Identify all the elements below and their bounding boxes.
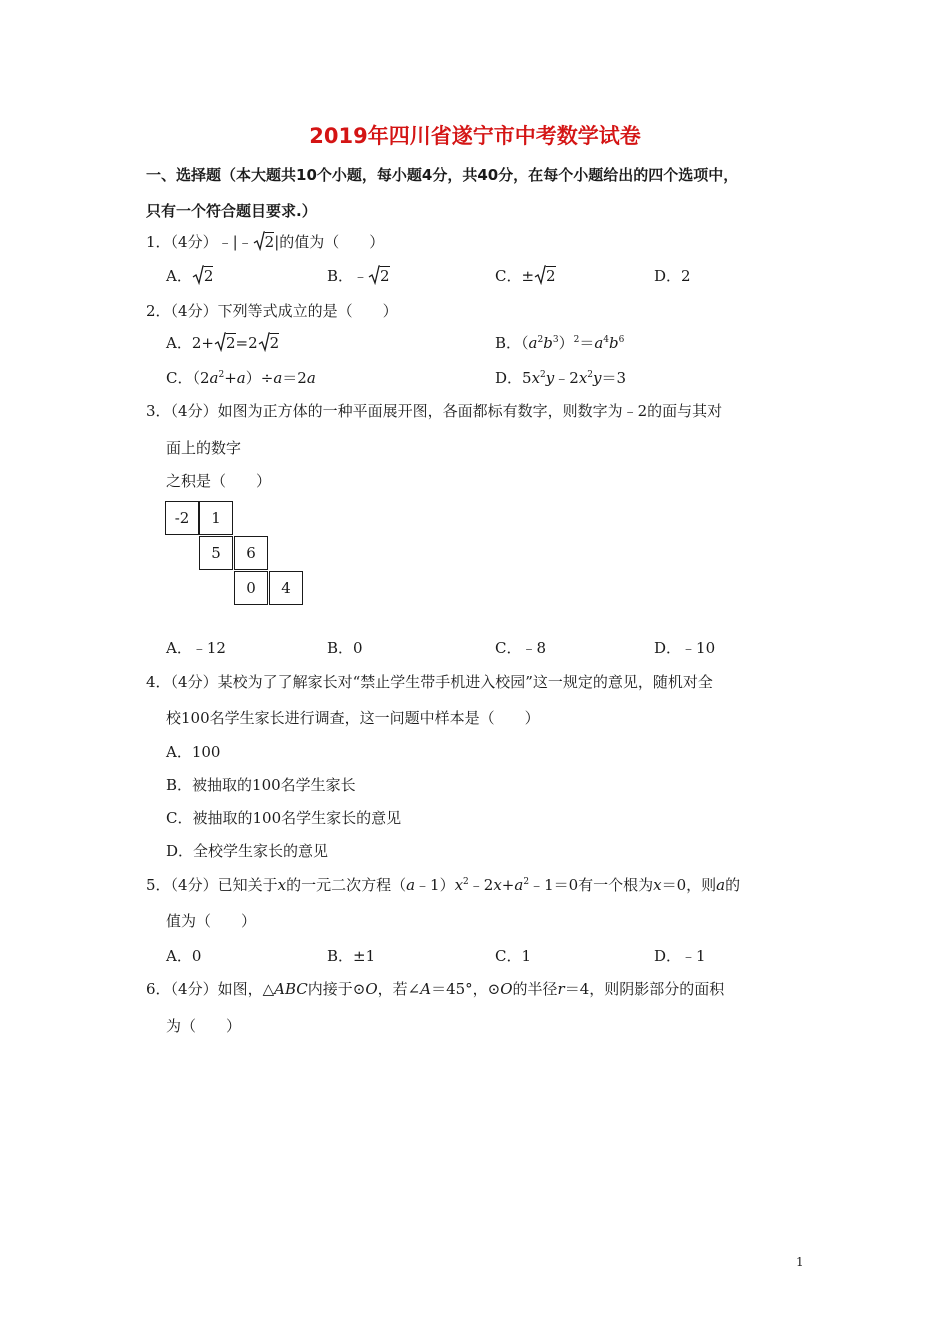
net-cell: 1 xyxy=(199,501,233,535)
net-cell: -2 xyxy=(165,501,199,535)
question-2-stem: 2．（4分）下列等式成立的是（ ） xyxy=(146,302,398,320)
sqrt-symbol: 2 xyxy=(368,265,390,285)
document-title: 2019年四川省遂宁市中考数学试卷 xyxy=(309,124,641,148)
net-cell: 6 xyxy=(234,536,268,570)
question-3-stem-line2: 面上的数字 xyxy=(166,439,242,457)
question-2-option-b: B．$(a^2b^3)^2=a^4b^6$ xyxy=(495,334,625,352)
question-2-option-c: C．$(2a^2+a)\div a=2a$ xyxy=(166,369,316,387)
sqrt-symbol: 2 xyxy=(258,332,280,352)
question-2-option-a: A．2+ 2=2 2 xyxy=(166,334,280,352)
net-cell: 5 xyxy=(199,536,233,570)
question-3-option-b: B．0 xyxy=(327,639,363,657)
section-heading-line2: 只有一个符合题目要求.） xyxy=(146,202,317,220)
question-2-option-d: D．$5x^2y﹣2x^2y=3$ xyxy=(495,369,627,387)
question-1-option-a: A． 2 xyxy=(166,267,214,285)
question-3-option-d: D．﹣10 xyxy=(654,639,716,657)
question-5-stem-line2: 值为（ ） xyxy=(166,912,257,930)
sqrt-symbol: 2 xyxy=(534,265,556,285)
question-4-option-b: B．被抽取的100名学生家长 xyxy=(166,776,356,794)
question-1-option-c: C．± 2 xyxy=(495,267,556,285)
cube-net-figure xyxy=(165,501,305,607)
net-cell: 0 xyxy=(234,571,268,605)
page-number: 1 xyxy=(796,1255,804,1269)
question-4-option-c: C．被抽取的100名学生家长的意见 xyxy=(166,809,402,827)
question-5-option-c: C．1 xyxy=(495,947,532,965)
question-5-option-a: A．0 xyxy=(166,947,202,965)
question-4-option-a: A．100 xyxy=(166,743,221,761)
question-5-stem-line1: 5．（4分）已知关于x的一元二次方程$(a﹣1)x^2﹣2x+a^2﹣1=0$有一个根为x＝0，则a的 xyxy=(146,876,741,894)
question-6-stem-line1: 6．（4分）如图，△ABC内接于⊙O，若∠A＝45°，⊙O的半径r＝4，则阴影部分的面积 xyxy=(146,980,725,998)
question-1-stem: 1．（4分）﹣|﹣ 2|的值为（ ） xyxy=(146,233,385,251)
sqrt-symbol: 2 xyxy=(253,231,275,251)
sqrt-symbol: 2 xyxy=(214,332,236,352)
sqrt-symbol: 2 xyxy=(192,265,214,285)
question-4-option-d: D．全校学生家长的意见 xyxy=(166,842,329,860)
question-1-option-b: B．﹣ 2 xyxy=(327,267,390,285)
question-1-option-d: D．2 xyxy=(654,267,691,285)
question-4-stem-line2: 校100名学生家长进行调查，这一问题中样本是（ ） xyxy=(166,709,540,727)
question-4-stem-line1: 4．（4分）某校为了了解家长对“禁止学生带手机进入校园”这一规定的意见，随机对全 xyxy=(146,673,713,691)
question-6-stem-line2: 为（ ） xyxy=(166,1017,242,1035)
question-3-option-a: A．﹣12 xyxy=(166,639,226,657)
question-3-stem-line3: 之积是（ ） xyxy=(166,472,272,490)
question-3-option-c: C．﹣8 xyxy=(495,639,547,657)
net-cell: 4 xyxy=(269,571,303,605)
question-5-option-b: B．±1 xyxy=(327,947,376,965)
question-5-option-d: D．﹣1 xyxy=(654,947,706,965)
section-heading-line1: 一、选择题（本大题共10个小题，每小题4分，共40分，在每个小题给出的四个选项中， xyxy=(146,166,739,184)
question-3-stem-line1: 3．（4分）如图为正方体的一种平面展开图，各面都标有数字，则数字为﹣2的面与其对 xyxy=(146,402,723,420)
